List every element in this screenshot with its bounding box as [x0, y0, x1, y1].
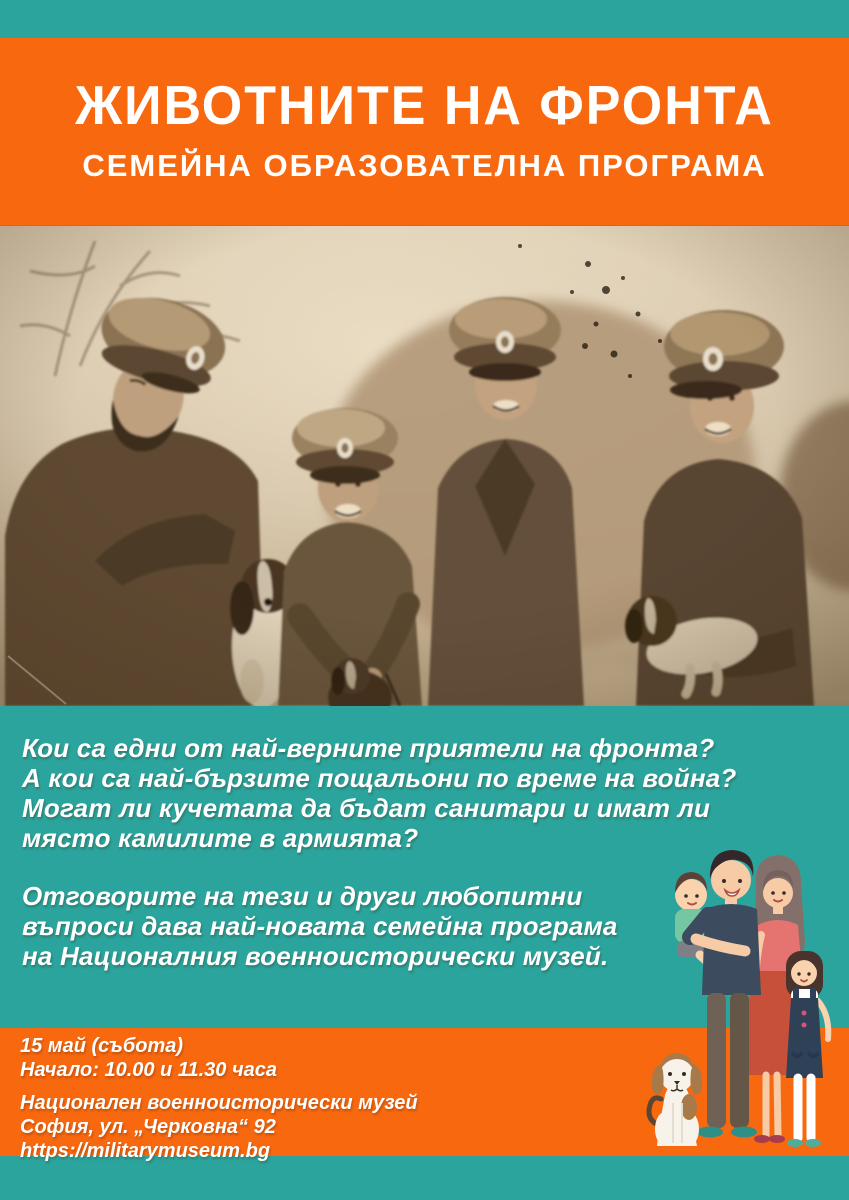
question-line: място камилите в армията? — [22, 823, 419, 853]
family-svg — [644, 843, 849, 1163]
answer-text — [22, 881, 618, 971]
header-band — [0, 38, 849, 225]
answer-line: Отговорите на тези и други любопитни — [22, 881, 583, 911]
poster-subtitle: СЕМЕЙНА ОБРАЗОВАТЕЛНА ПРОГРАМА — [82, 148, 767, 183]
daughter-figure — [786, 951, 828, 1147]
soldiers-with-puppies-photo — [0, 226, 849, 706]
answer-line: на Националния военноисторически музей. — [22, 941, 609, 971]
event-venue-block — [20, 1091, 418, 1163]
event-website: https://militarymuseum.bg — [20, 1140, 271, 1162]
event-details — [20, 1034, 418, 1172]
event-address: София, ул. „Черковна“ 92 — [20, 1116, 276, 1138]
event-datetime — [20, 1034, 418, 1082]
family-illustration — [644, 843, 849, 1163]
event-time: Начало: 10.00 и 11.30 часа — [20, 1059, 277, 1081]
question-line: Могат ли кучетата да бъдат санитари и имат ли — [22, 793, 711, 823]
poster-title: ЖИВОТНИТЕ НА ФРОНТА — [75, 75, 774, 137]
question-line: Кои са едни от най-верните приятели на фронта? — [22, 733, 715, 763]
question-line: А кои са най-бързите пощальони по време на война? — [22, 763, 737, 793]
event-date: 15 май (събота) — [20, 1035, 184, 1057]
sepia-photo-svg — [0, 226, 849, 706]
photo-vignette — [0, 226, 849, 706]
answer-line: въпроси дава най-новата семейна програма — [22, 911, 618, 941]
questions-text — [22, 733, 736, 853]
dog-illustration — [649, 1053, 702, 1146]
event-venue: Национален военноисторически музей — [20, 1092, 418, 1114]
